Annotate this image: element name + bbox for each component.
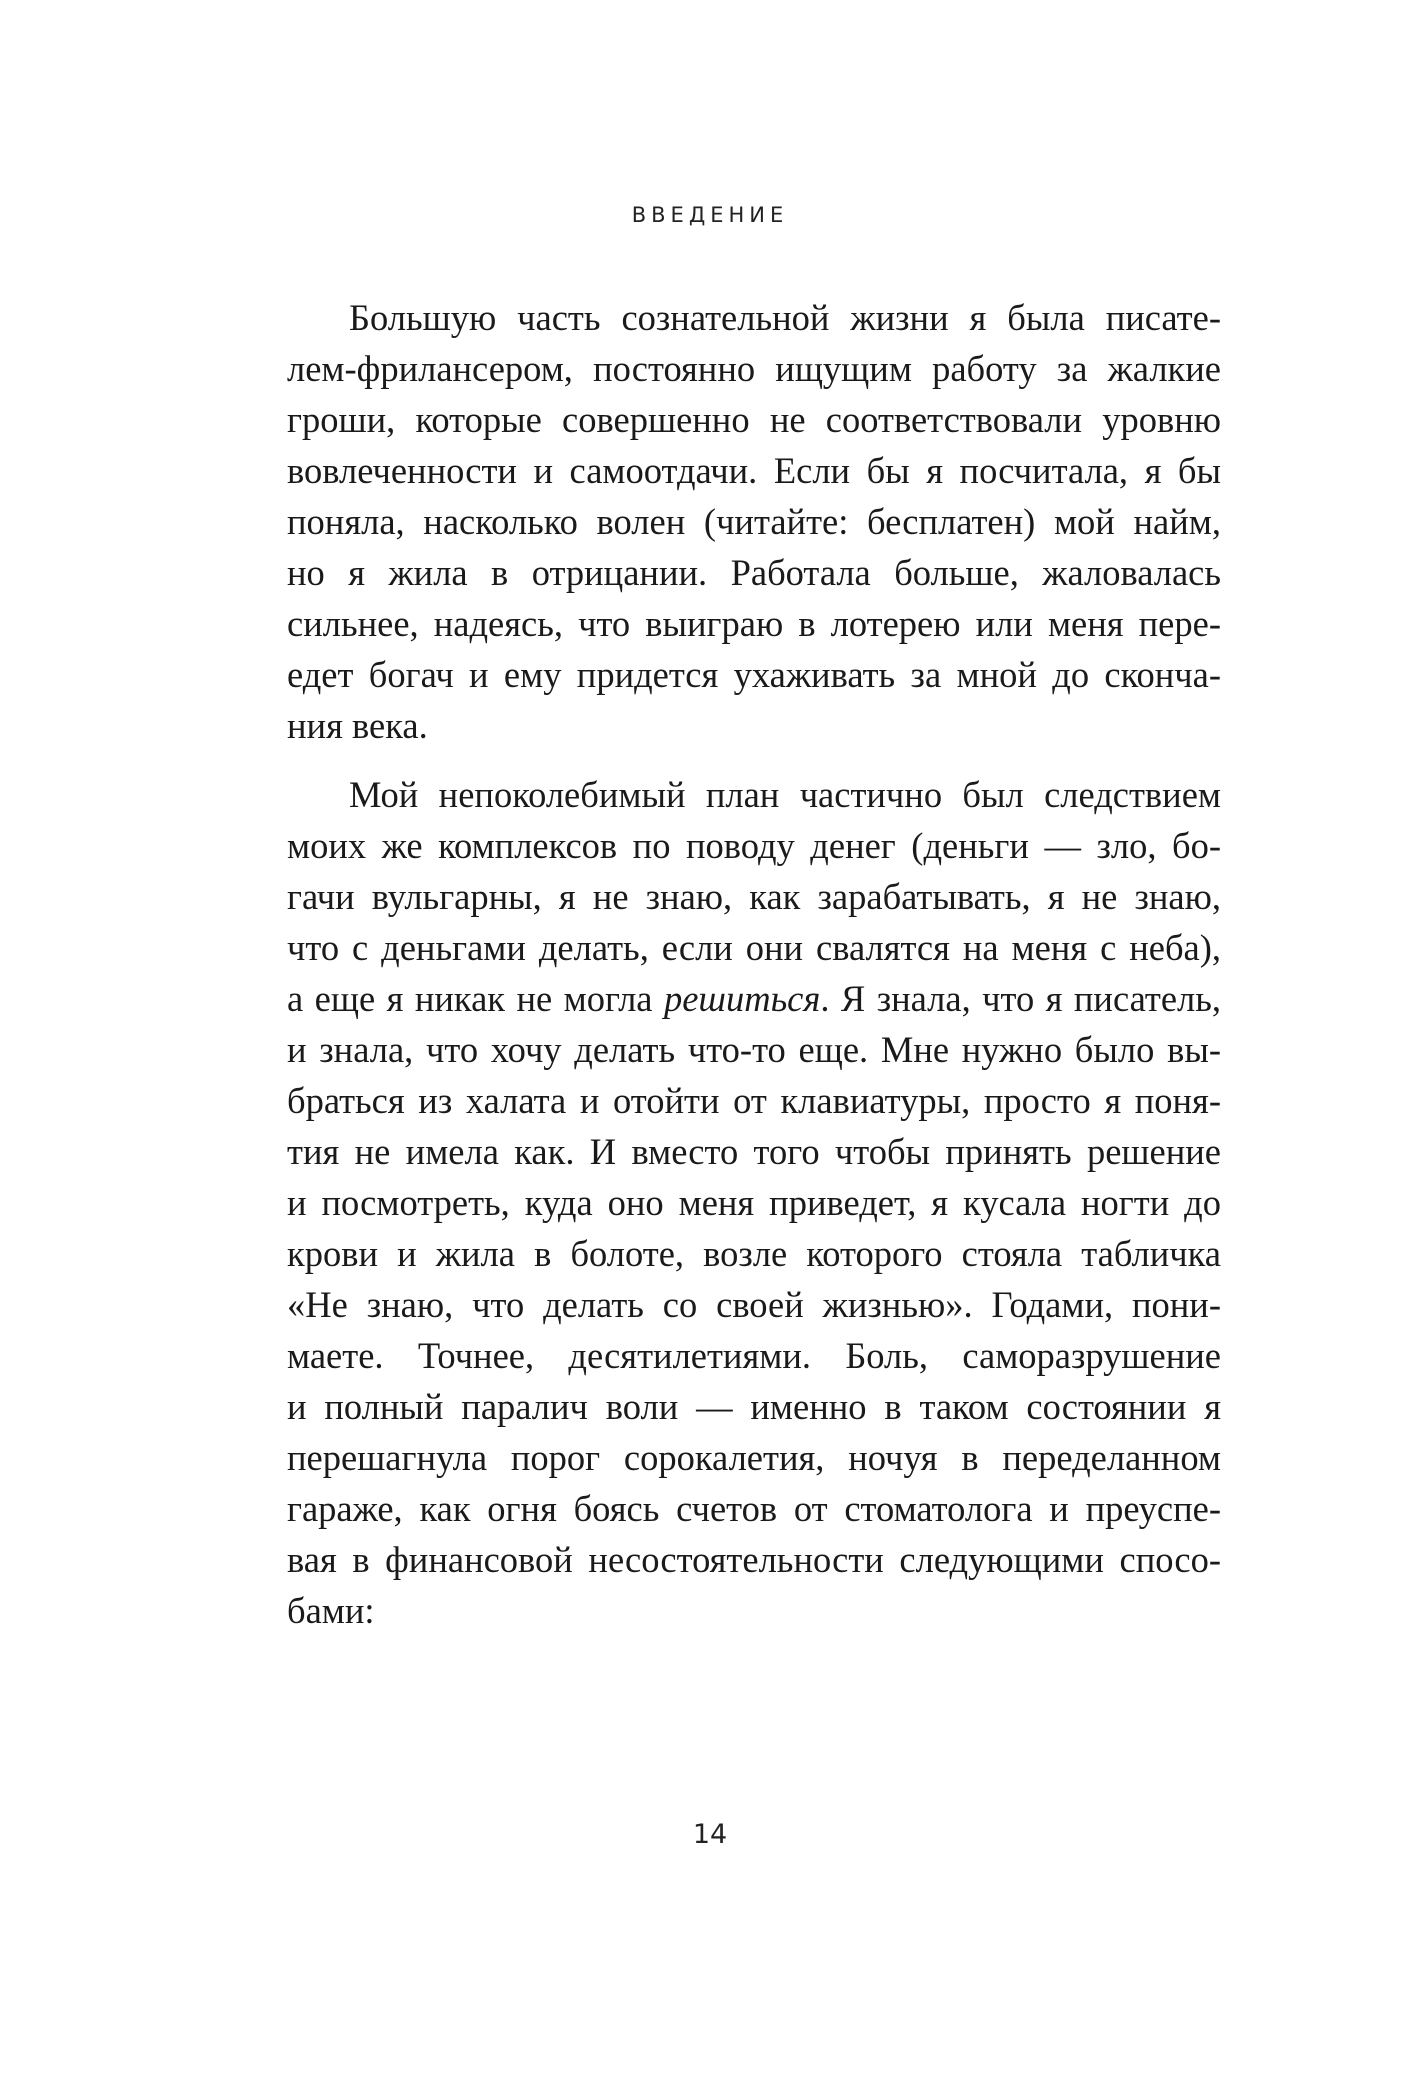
paragraph-2-line: моих же комплексов по поводу денег (деньги — зло, бо- [287, 825, 1221, 866]
paragraph-2-line: Мой непоколебимый план частично был следствием [349, 774, 1221, 815]
paragraph-2-line: крови и жила в болоте, возле которого стояла табличка [287, 1233, 1221, 1274]
paragraph-2-line: перешагнула порог сорокалетия, ночуя в переделанном [287, 1437, 1221, 1478]
paragraph-2-line: и полный паралич воли — именно в таком состоянии я [287, 1386, 1221, 1427]
paragraph-2-line: гараже, как огня боясь счетов от стоматолога и преуспе- [287, 1488, 1221, 1529]
page-number: 14 [692, 1819, 728, 1850]
italic-emphasis: решиться [663, 978, 821, 1019]
paragraph-2-line: тия не имела как. И вместо того чтобы принять решение [287, 1131, 1221, 1172]
italic-line-suffix: . Я знала, что я писатель, [820, 978, 1222, 1019]
paragraph-1-line: поняла, насколько волен (читайте: бесплатен) мой найм, [287, 501, 1221, 542]
body-text [287, 292, 1221, 1636]
paragraph-2-line: «Не знаю, что делать со своей жизнью». Годами, пони- [287, 1284, 1221, 1325]
paragraph-2-line: вая в финансовой несостоятельности следующими спосо- [287, 1539, 1221, 1580]
paragraph-1-line: Большую часть сознательной жизни я была писате- [349, 297, 1221, 338]
paragraph-1-line: сильнее, надеясь, что выиграю в лотерею или меня пере- [287, 603, 1221, 644]
paragraph-1-line: лем-фрилансером, постоянно ищущим работу за жалкие [287, 348, 1221, 389]
paragraph-2-line: маете. Точнее, десятилетиями. Боль, саморазрушение [287, 1335, 1221, 1376]
paragraph-2-italic-line [287, 973, 1221, 1024]
paragraph-2-line: браться из халата и отойти от клавиатуры, просто я поня- [287, 1080, 1221, 1121]
italic-line-prefix: а еще я никак не могла [287, 978, 664, 1019]
running-head: ВВЕДЕНИЕ [631, 203, 789, 227]
paragraph-1-line: едет богач и ему придется ухаживать за мной до сконча- [287, 654, 1221, 695]
paragraph-1-line: ния века. [287, 705, 428, 746]
paragraph-1-line: гроши, которые совершенно не соответствовали уровню [287, 399, 1221, 440]
paragraph-1-line: вовлеченности и самоотдачи. Если бы я посчитала, я бы [287, 450, 1221, 491]
paragraph-2-line: что с деньгами делать, если они свалятся на меня с неба), [287, 927, 1221, 968]
paragraph-2-line: бами: [287, 1590, 375, 1631]
paragraph-1-line: но я жила в отрицании. Работала больше, жаловалась [287, 552, 1221, 593]
paragraph-2-line: и знала, что хочу делать что-то еще. Мне нужно было вы- [287, 1029, 1221, 1070]
paragraph-2-line: гачи вульгарны, я не знаю, как зарабатывать, я не знаю, [287, 876, 1221, 917]
paragraph-2-line: и посмотреть, куда оно меня приведет, я кусала ногти до [287, 1182, 1221, 1223]
paragraph-gap [287, 751, 1221, 769]
